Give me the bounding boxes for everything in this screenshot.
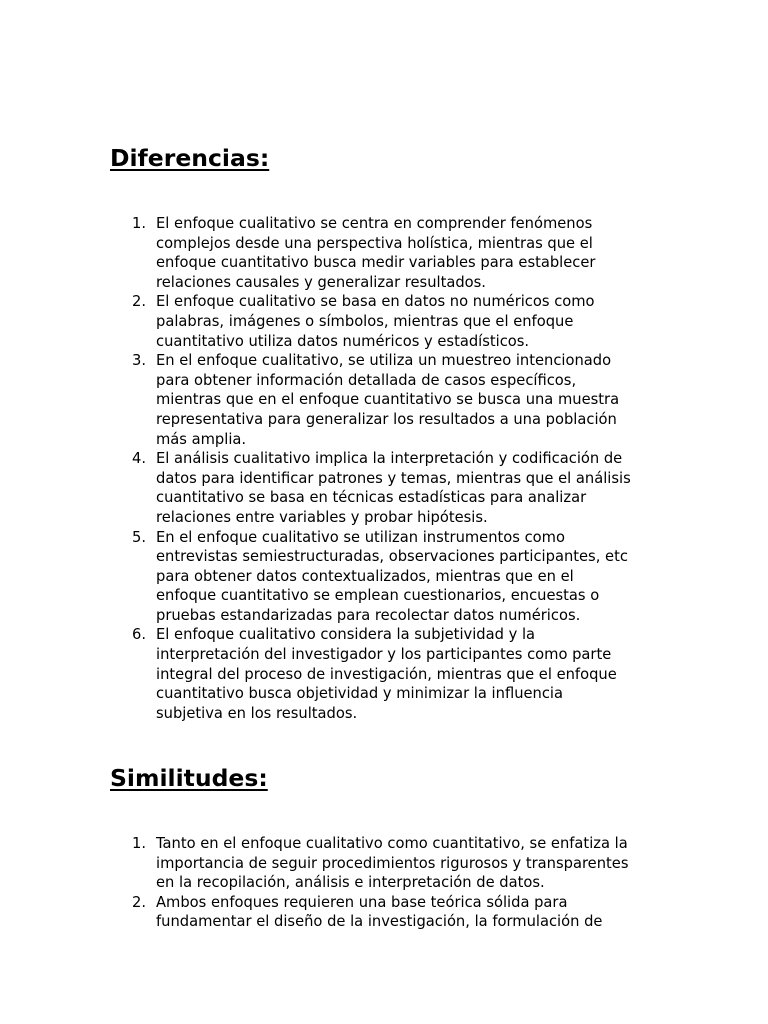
list-item-number: 2. <box>132 293 147 311</box>
list-item-number: 4. <box>132 450 147 468</box>
list-item <box>132 449 676 527</box>
list-item <box>132 292 676 351</box>
list-item-number: 6. <box>132 626 147 644</box>
list-item-line: Ambos enfoques requieren una base teórica sólida para <box>156 893 568 911</box>
list-item-line: subjetiva en los resultados. <box>156 704 358 722</box>
list-item-line: El enfoque cualitativo se basa en datos no numéricos como <box>156 293 595 311</box>
list-item-line: cuantitativo busca objetividad y minimizar la influencia <box>156 685 564 703</box>
list-item-line: más amplia. <box>156 430 247 448</box>
list-item-line: importancia de seguir procedimientos rigurosos y transparentes <box>156 854 629 872</box>
list-item-number: 5. <box>132 528 147 546</box>
list-item-number: 2. <box>132 893 147 911</box>
list-item-line: entrevistas semiestructuradas, observaciones participantes, etc <box>156 548 628 566</box>
list-item-line: interpretación del investigador y los participantes como parte <box>156 646 612 664</box>
list-item-text <box>156 292 676 351</box>
list-item-line: para obtener información detallada de casos específicos, <box>156 371 577 389</box>
heading-diferencias: Diferencias: <box>110 144 270 172</box>
list-item-line: mientras que en el enfoque cuantitativo se busca una muestra <box>156 391 620 409</box>
heading-similitudes: Similitudes: <box>110 764 268 792</box>
list-item-line: pruebas estandarizadas para recolectar datos numéricos. <box>156 606 581 624</box>
list-item <box>132 625 676 723</box>
list-item-line: El análisis cualitativo implica la interpretación y codificación de <box>156 450 623 468</box>
list-item-line: relaciones causales y generalizar resultados. <box>156 273 486 291</box>
list-item-number: 3. <box>132 352 147 370</box>
list-item-text <box>156 214 676 292</box>
list-item-line: en la recopilación, análisis e interpretación de datos. <box>156 874 545 892</box>
list-item-line: complejos desde una perspectiva holística, mientras que el <box>156 234 593 252</box>
list-item-text <box>156 834 676 893</box>
list-item-line: cuantitativo se basa en técnicas estadísticas para analizar <box>156 489 587 507</box>
list-item-line: fundamentar el diseño de la investigación, la formulación de <box>156 913 603 931</box>
list-similitudes <box>132 834 676 932</box>
list-item-text <box>156 351 676 449</box>
list-item-line: enfoque cuantitativo busca medir variables para establecer <box>156 254 596 272</box>
list-item-text <box>156 528 676 626</box>
list-item-line: cuantitativo utiliza datos numéricos y estadísticos. <box>156 332 530 350</box>
list-item-line: El enfoque cualitativo considera la subjetividad y la <box>156 626 536 644</box>
list-item-line: palabras, imágenes o símbolos, mientras que el enfoque <box>156 312 574 330</box>
list-item <box>132 351 676 449</box>
list-item-line: representativa para generalizar los resultados a una población <box>156 410 617 428</box>
list-item-line: El enfoque cualitativo se centra en comprender fenómenos <box>156 215 593 232</box>
list-item-number: 1. <box>132 835 147 852</box>
list-item-line: datos para identificar patrones y temas, mientras que el análisis <box>156 469 631 487</box>
list-item <box>132 893 676 932</box>
list-item <box>132 214 676 292</box>
list-item-line: En el enfoque cualitativo se utilizan instrumentos como <box>156 528 565 546</box>
list-item-line: relaciones entre variables y probar hipótesis. <box>156 508 488 526</box>
list-item-line: integral del proceso de investigación, mientras que el enfoque <box>156 665 617 683</box>
list-item-text <box>156 449 676 527</box>
list-item-line: para obtener datos contextualizados, mientras que en el <box>156 567 574 585</box>
list-item-line: En el enfoque cualitativo, se utiliza un muestreo intencionado <box>156 352 612 370</box>
list-item-text <box>156 625 676 723</box>
list-item-text <box>156 893 676 932</box>
list-item <box>132 834 676 893</box>
list-item <box>132 528 676 626</box>
list-item-line: Tanto en el enfoque cualitativo como cuantitativo, se enfatiza la <box>156 835 628 852</box>
list-item-line: enfoque cuantitativo se emplean cuestionarios, encuestas o <box>156 587 600 605</box>
list-diferencias <box>132 214 676 723</box>
list-item-number: 1. <box>132 215 147 232</box>
